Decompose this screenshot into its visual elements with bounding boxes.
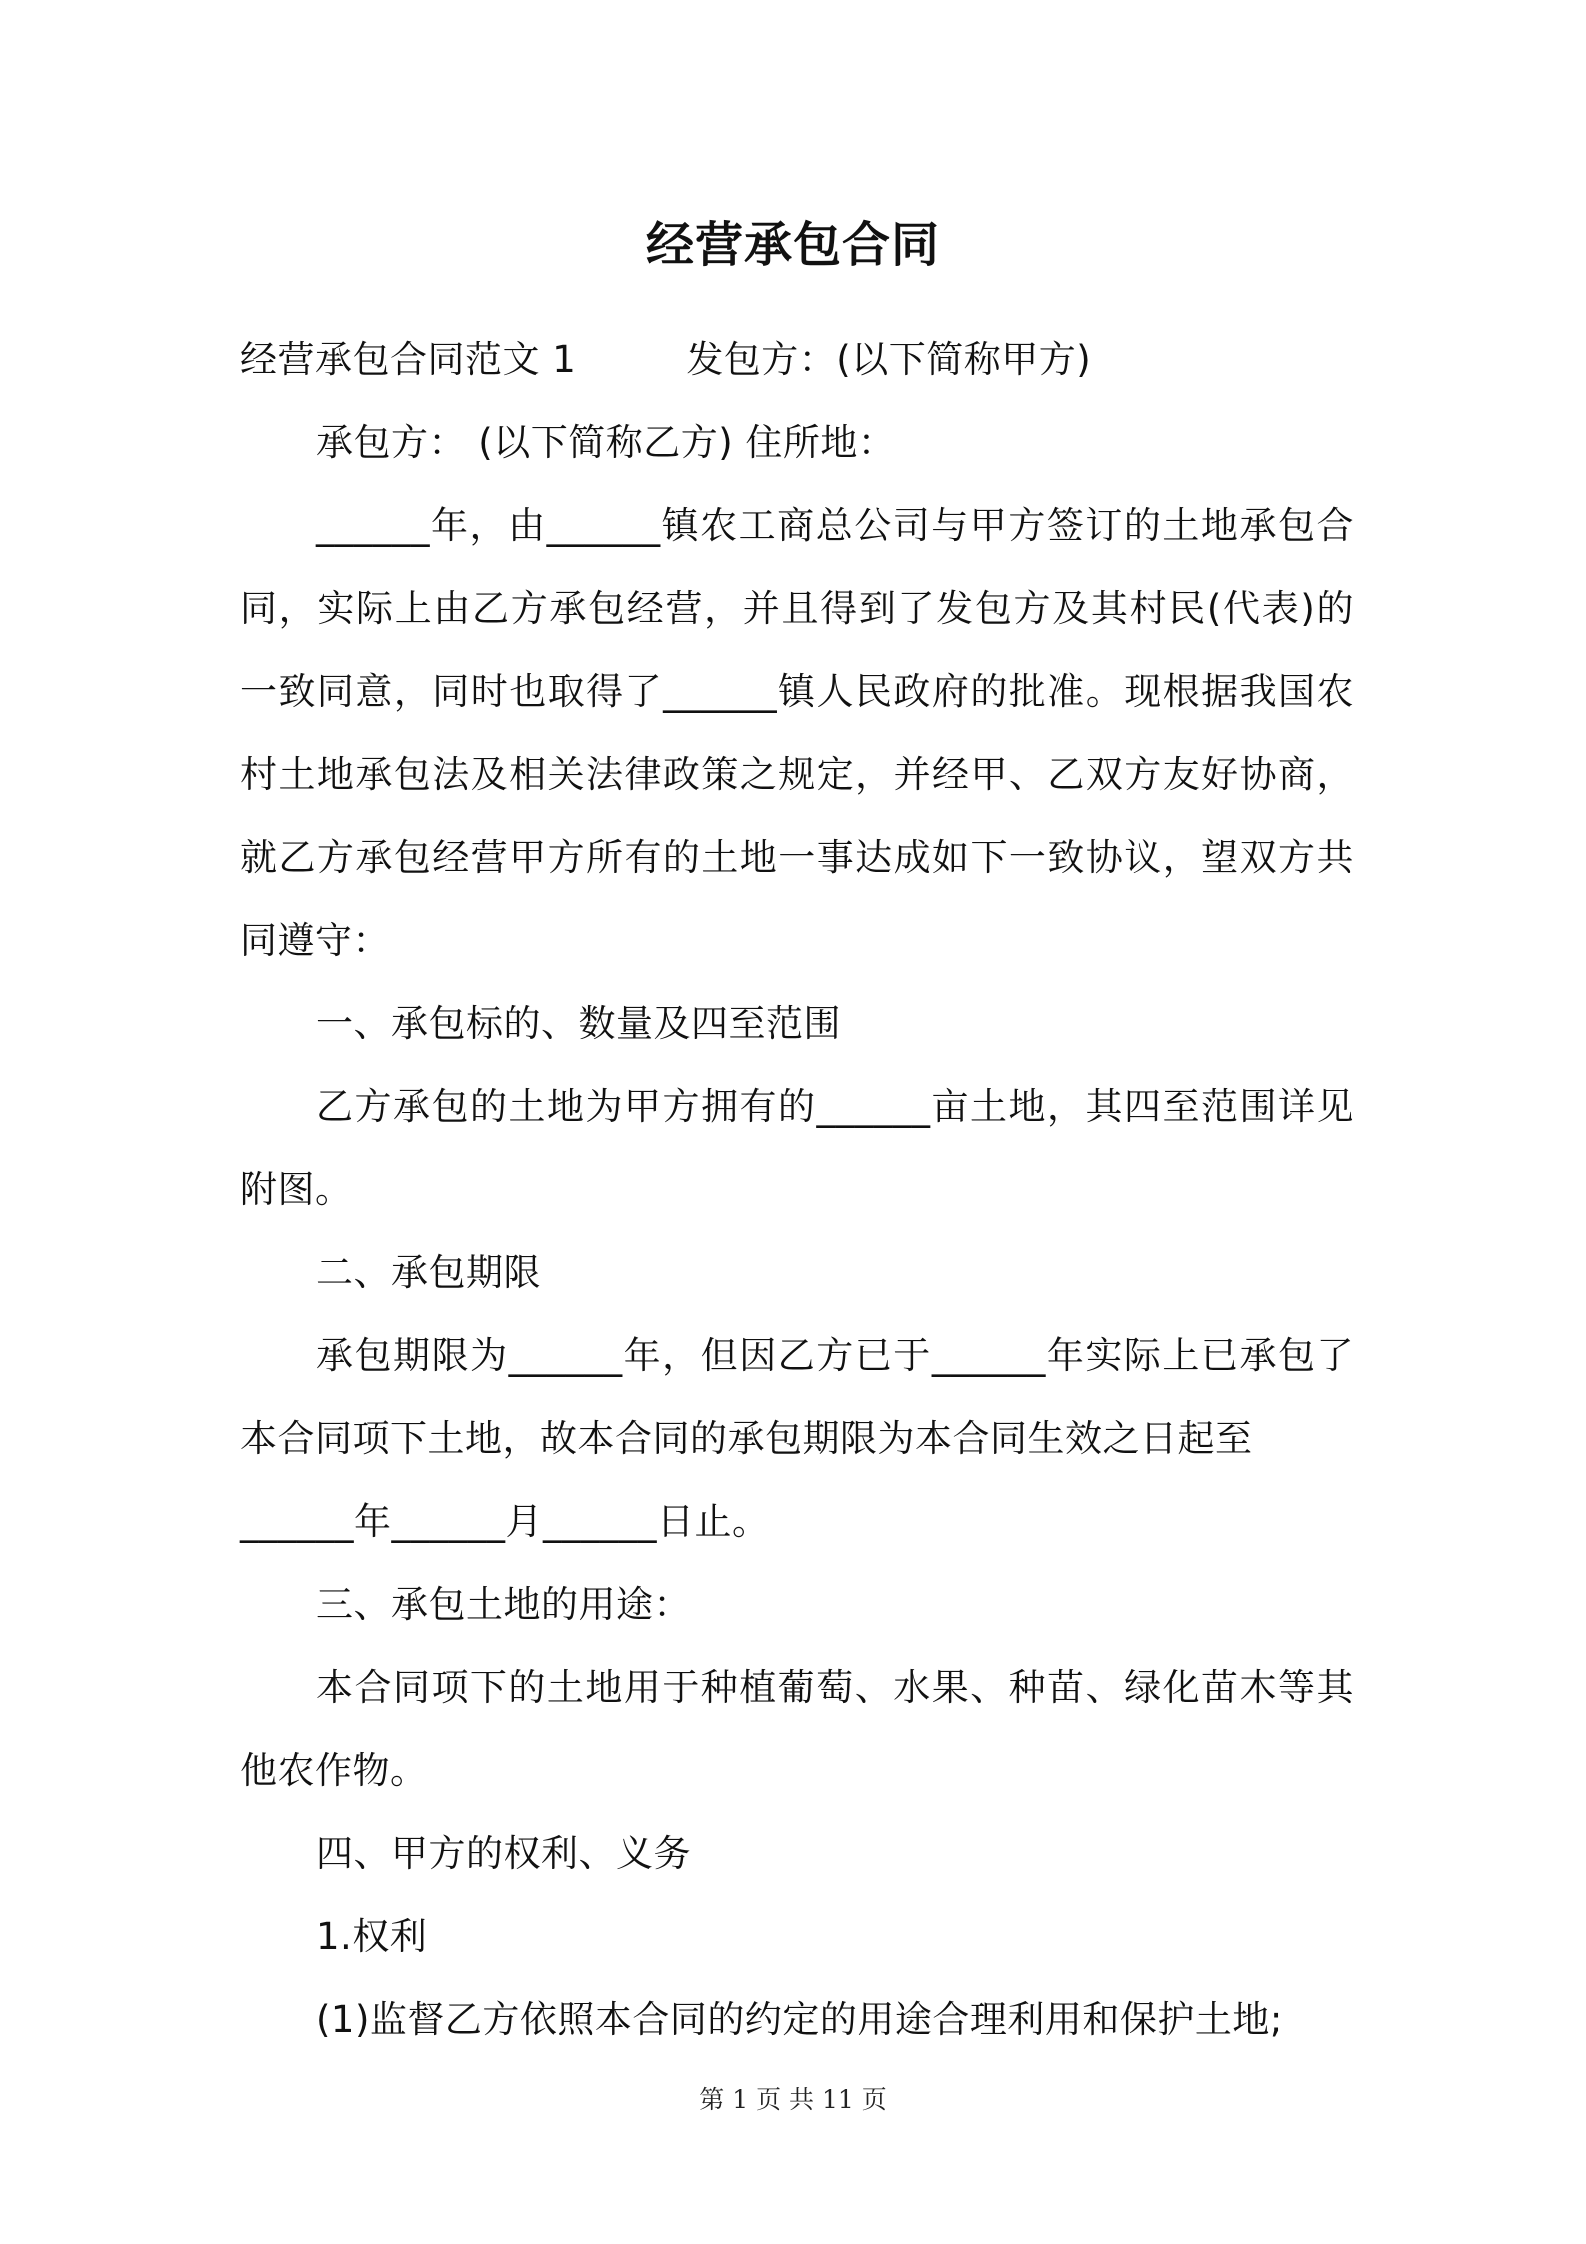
header-line <box>240 318 1354 401</box>
page-number-footer: 第 1 页 共 11 页 <box>699 2085 887 2114</box>
paragraph-land-area: 乙方承包的土地为甲方拥有的______亩土地，其四至范围详见附图。 <box>240 1085 1354 1211</box>
paragraph-term: 承包期限为______年，但因乙方已于______年实际上已承包了本合同项下土地，故本合同的承包期限为本合同生效之日起至 <box>240 1334 1354 1460</box>
paragraph-right-1: (1)监督乙方依照本合同的约定的用途合理利用和保护土地; <box>316 1998 1283 2041</box>
paragraph-contractor: 承包方： (以下简称乙方) 住所地： <box>316 421 896 464</box>
paragraph-preamble: ______年，由______镇农工商总公司与甲方签订的土地承包合同，实际上由乙方承包经营，并且得到了发包方及其村民(代表)的一致同意，同时也取得了______镇人民政府的批准。现根据我国农村土地承包法及相关法律政策之规定，并经甲、乙双方友好协商，就乙方承包经营甲方所有的土地一事达成如下一致协议，望双方共同遵守： <box>240 504 1354 962</box>
section-heading-4: 四、甲方的权利、义务 <box>316 1832 691 1875</box>
sample-label: 经营承包合同范文 1 <box>240 338 577 381</box>
section-heading-3: 三、承包土地的用途： <box>316 1583 691 1626</box>
paragraph-term-end-date: ______年______月______日止。 <box>240 1500 770 1543</box>
paragraph-land-use: 本合同项下的土地用于种植葡萄、水果、种苗、绿化苗木等其他农作物。 <box>240 1666 1354 1792</box>
section-heading-2: 二、承包期限 <box>316 1251 541 1294</box>
document-body <box>240 318 1354 2061</box>
document-title: 经营承包合同 <box>645 217 940 273</box>
section-heading-1: 一、承包标的、数量及四至范围 <box>316 1002 841 1045</box>
issuer-label: 发包方：(以下简称甲方) <box>686 338 1092 381</box>
subheading-rights: 1.权利 <box>316 1915 428 1958</box>
